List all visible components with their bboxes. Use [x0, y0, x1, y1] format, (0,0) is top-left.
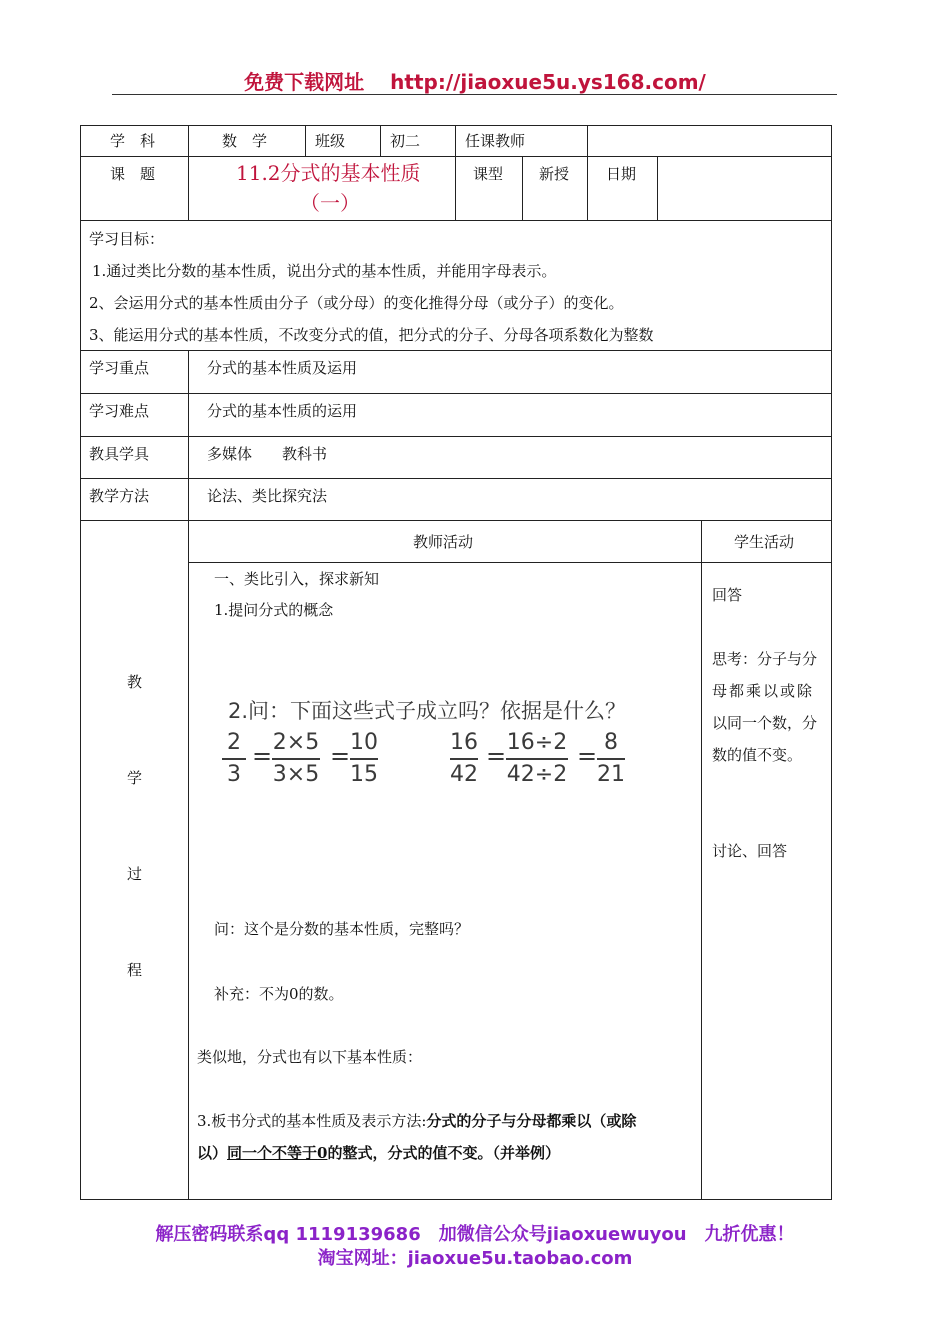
student-discuss: 讨论、回答: [712, 842, 788, 860]
row-divider: [80, 436, 832, 437]
col-divider: [701, 520, 702, 1200]
footer-contact: 解压密码联系qq 1119139686 加微信公众号jiaoxuewuyou 九折优惠！: [155, 1224, 795, 1245]
subject-label: 学 科: [110, 132, 156, 150]
section-title: 一、类比引入，探求新知: [214, 570, 380, 588]
equals-sign: =: [486, 742, 507, 770]
header-url-link[interactable]: http://jiaoxue5u.ys168.com/: [390, 70, 706, 94]
type-value: 新授: [539, 165, 570, 183]
method-label: 教学方法: [89, 487, 150, 505]
student-think-line: 数的值不变。: [712, 746, 803, 764]
table-border-top: [80, 125, 832, 126]
process-label-char: 学: [127, 769, 143, 787]
process-label-char: 程: [127, 961, 143, 979]
supplement-text: 补充：不为0的数。: [214, 985, 344, 1003]
fraction: 16÷2 42÷2: [506, 730, 568, 787]
similar-text: 类似地，分式也有以下基本性质：: [197, 1048, 423, 1066]
fraction: 2×5 3×5: [272, 730, 320, 787]
method-value: 论法、类比探究法: [207, 487, 328, 505]
goal-item: 3、能运用分式的基本性质，不改变分式的值，把分式的分子、分母各项系数化为整数: [89, 326, 654, 344]
col-divider: [522, 156, 523, 221]
focus-label: 学习重点: [89, 359, 150, 377]
question-text: 问：这个是分数的基本性质，完整吗？: [214, 920, 470, 938]
equals-sign: =: [577, 742, 598, 770]
student-think-line: 母都乘以或除: [712, 682, 815, 700]
subject-value: 数 学: [222, 132, 268, 150]
table-border-left: [80, 125, 81, 1200]
row-divider: [80, 350, 832, 351]
row-divider: [188, 562, 832, 563]
student-answer: 回答: [712, 586, 743, 604]
property-prefix: 3.板书分式的基本性质及表示方法:: [197, 1112, 427, 1130]
header-rule: [112, 94, 837, 95]
equals-sign: =: [330, 742, 351, 770]
fraction: 8 21: [597, 730, 625, 787]
property-bold: 分式的分子与分母都乘以（或除: [426, 1112, 637, 1130]
fraction: 2 3: [222, 730, 246, 788]
col-divider: [455, 125, 456, 221]
class-value: 初二: [390, 132, 421, 150]
student-think-line: 思考：分子与分: [712, 650, 818, 668]
property-line-2: [197, 1143, 560, 1163]
topic-label: 课 题: [110, 165, 156, 183]
col-divider: [657, 156, 658, 221]
table-border-right: [831, 125, 832, 1200]
row-divider: [80, 220, 832, 221]
fraction: 10 15: [350, 730, 378, 787]
activity-item: 1.提问分式的概念: [214, 601, 334, 619]
row-divider: [80, 520, 832, 521]
tools-value: 多媒体 教科书: [207, 445, 328, 463]
col-divider: [188, 125, 189, 221]
difficulty-label: 学习难点: [89, 402, 150, 420]
row-divider: [80, 393, 832, 394]
table-border-bottom: [80, 1199, 832, 1200]
process-label-char: 教: [127, 673, 143, 691]
property-underlined: 不等于: [272, 1144, 318, 1162]
student-think-line: 以同一个数，分: [712, 714, 818, 732]
class-label: 班级: [315, 132, 346, 150]
focus-value: 分式的基本性质及运用: [207, 359, 358, 377]
tools-label: 教具学具: [89, 445, 150, 463]
goal-item: 1.通过类比分数的基本性质，说出分式的基本性质，并能用字母表示。: [92, 262, 557, 280]
goal-item: 2、会运用分式的基本性质由分子（或分母）的变化推得分母（或分子）的变化。: [89, 294, 624, 312]
row-divider: [80, 478, 832, 479]
property-part: 以）: [197, 1144, 228, 1162]
col-divider: [188, 350, 189, 1200]
col-divider: [587, 125, 588, 221]
teacher-label: 任课教师: [465, 132, 526, 150]
free-download-label: 免费下载网址: [244, 70, 365, 94]
header-banner: [0, 66, 950, 95]
col-divider: [380, 125, 381, 157]
topic-title-sub: （一）: [300, 191, 360, 215]
type-label: 课型: [473, 165, 504, 183]
footer-shop-link[interactable]: 淘宝网址：jiaoxue5u.taobao.com: [317, 1248, 633, 1269]
col-divider: [305, 125, 306, 157]
goals-heading: 学习目标：: [89, 230, 165, 248]
equals-sign: =: [252, 742, 273, 770]
question-text: 2.问：下面这些式子成立吗？依据是什么？: [228, 699, 627, 723]
difficulty-value: 分式的基本性质的运用: [207, 402, 358, 420]
student-activity-header: 学生活动: [734, 533, 795, 551]
row-divider: [80, 156, 832, 157]
teacher-activity-header: 教师活动: [413, 533, 474, 551]
topic-title: 11.2分式的基本性质: [236, 161, 421, 185]
property-underlined: 0: [317, 1144, 328, 1162]
property-line-1: [197, 1111, 636, 1131]
process-label-char: 过: [127, 865, 143, 883]
date-label: 日期: [606, 165, 637, 183]
property-underlined: 同一个: [227, 1144, 273, 1162]
property-part: 的整式，分式的值不变。（并举例）: [327, 1144, 560, 1162]
fraction: 16 42: [450, 730, 478, 787]
